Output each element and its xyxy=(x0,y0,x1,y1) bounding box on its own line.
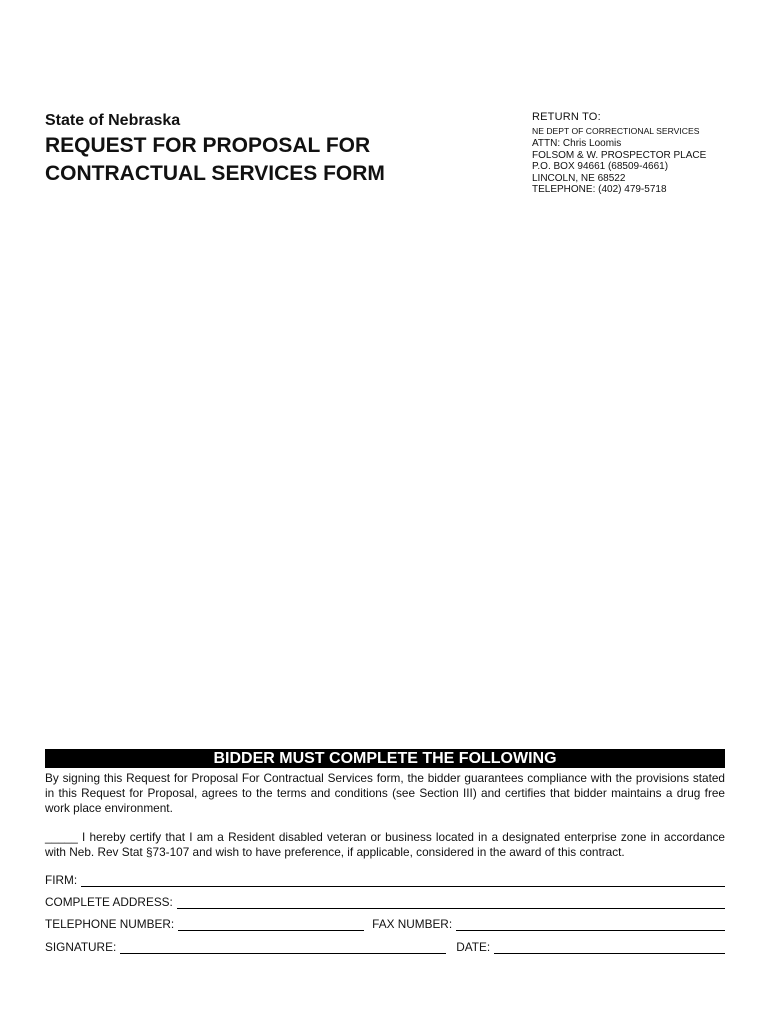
return-to-label: RETURN TO: xyxy=(532,111,601,123)
return-street: FOLSOM & W. PROSPECTOR PLACE xyxy=(532,149,707,161)
return-address-block xyxy=(532,112,706,196)
state-name: State of Nebraska xyxy=(45,112,181,129)
firm-label: FIRM: xyxy=(45,873,78,887)
fax-field[interactable] xyxy=(456,918,725,931)
return-telephone: TELEPHONE: (402) 479-5718 xyxy=(532,184,667,195)
firm-row xyxy=(45,873,725,887)
signature-field[interactable] xyxy=(120,941,446,954)
signature-date-row xyxy=(45,940,725,954)
address-row xyxy=(45,895,725,909)
firm-field[interactable] xyxy=(81,874,725,887)
phone-fax-row xyxy=(45,917,725,931)
return-city: LINCOLN, NE 68522 xyxy=(532,172,626,184)
bidder-banner: BIDDER MUST COMPLETE THE FOLLOWING xyxy=(45,749,725,768)
address-field[interactable] xyxy=(177,896,725,909)
address-label: COMPLETE ADDRESS: xyxy=(45,895,173,909)
telephone-label: TELEPHONE NUMBER: xyxy=(45,917,175,931)
date-label: DATE: xyxy=(456,940,491,954)
return-agency: NE DEPT OF CORRECTIONAL SERVICES xyxy=(532,125,700,136)
form-title xyxy=(45,132,385,188)
fax-label: FAX NUMBER: xyxy=(372,917,453,931)
form-title-line1: REQUEST FOR PROPOSAL FOR xyxy=(45,134,371,157)
veteran-preference-paragraph: _____ I hereby certify that I am a Resident disabled veteran or business located in a designated enterprise zone in accordance with Neb. Rev Stat §73-107 and wish to have preference, if applicable, considered in the award of this contract. xyxy=(45,830,725,859)
return-po-box: P.O. BOX 94661 (68509-4661) xyxy=(532,161,669,172)
signature-label: SIGNATURE: xyxy=(45,940,117,954)
form-title-line2: CONTRACTUAL SERVICES FORM xyxy=(45,162,385,185)
return-attn: ATTN: Chris Loomis xyxy=(532,138,622,149)
telephone-field[interactable] xyxy=(178,918,364,931)
date-field[interactable] xyxy=(494,941,725,954)
compliance-paragraph: By signing this Request for Proposal For Contractual Services form, the bidder guarantees compliance with the provisions stated in this Request for Proposal, agrees to the terms and conditions (see Section III) and certifies that bidder maintains a drug free work place environment. xyxy=(45,771,725,815)
